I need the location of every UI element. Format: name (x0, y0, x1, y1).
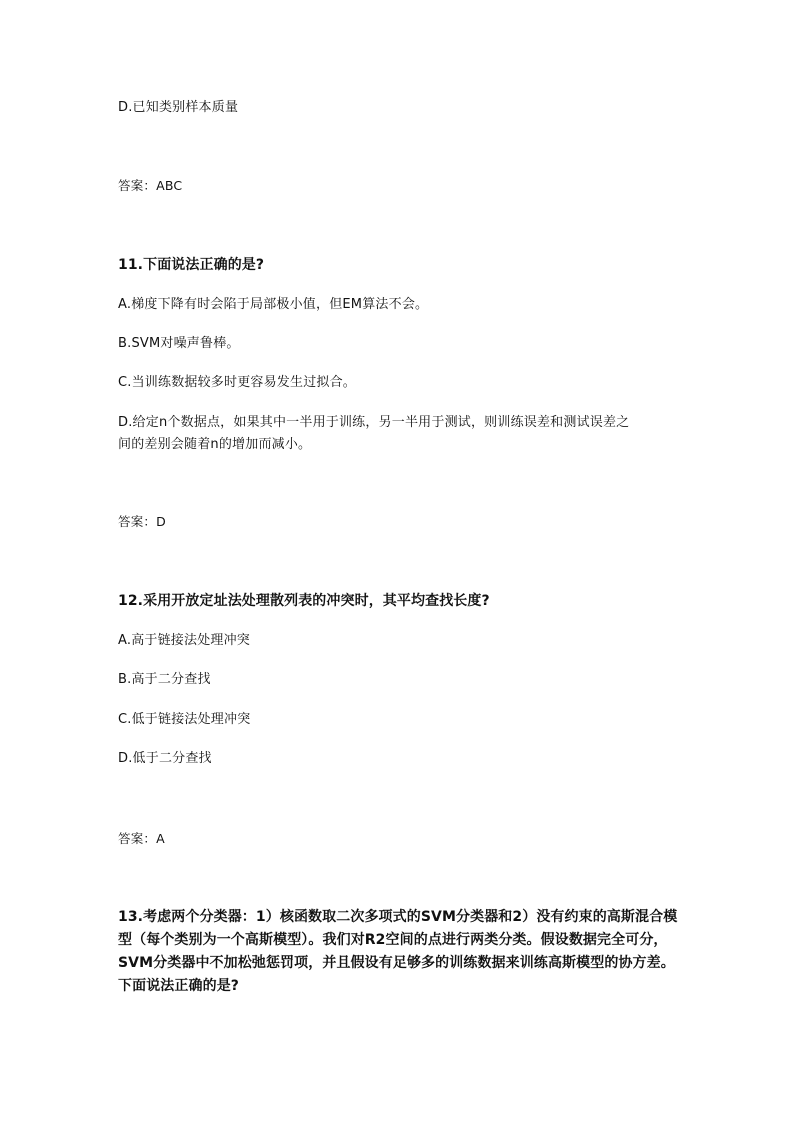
question-12-option-b: B.高于二分查找 (118, 672, 211, 687)
question-13-line-4: 下面说法正确的是? (118, 978, 240, 994)
option-d-previous-question: D.已知类别样本质量 (118, 100, 239, 115)
question-13-block (118, 906, 678, 998)
question-11-option-d-line-2: 间的差别会随着n的增加而减小。 (118, 437, 312, 452)
question-13-line-1: 13.考虑两个分类器：1）核函数取二次多项式的SVM分类器和2）没有约束的高斯混合模 (118, 909, 678, 925)
question-12-title: 12.采用开放定址法处理散列表的冲突时，其平均查找长度? (118, 593, 490, 609)
answer-question-12: 答案：A (118, 831, 165, 846)
answer-question-10: 答案：ABC (118, 178, 183, 193)
question-13-line-2: 型（每个类别为一个高斯模型）。我们对R2空间的点进行两类分类。假设数据完全可分， (118, 932, 668, 948)
question-12-option-a: A.高于链接法处理冲突 (118, 633, 250, 648)
question-13-line-3: SVM分类器中不加松弛惩罚项，并且假设有足够多的训练数据来训练高斯模型的协方差。 (118, 955, 675, 971)
question-11-option-d-line-1: D.给定n个数据点，如果其中一半用于训练，另一半用于测试，则训练误差和测试误差之 (118, 415, 630, 430)
answer-question-11: 答案：D (118, 514, 166, 529)
question-11-option-a: A.梯度下降有时会陷于局部极小值，但EM算法不会。 (118, 297, 429, 312)
question-11-title: 11.下面说法正确的是? (118, 257, 265, 273)
question-11-option-c: C.当训练数据较多时更容易发生过拟合。 (118, 375, 357, 390)
question-11-option-b: B.SVM对噪声鲁棒。 (118, 336, 240, 351)
question-12-option-c: C.低于链接法处理冲突 (118, 712, 251, 727)
question-12-option-d: D.低于二分查找 (118, 751, 212, 766)
